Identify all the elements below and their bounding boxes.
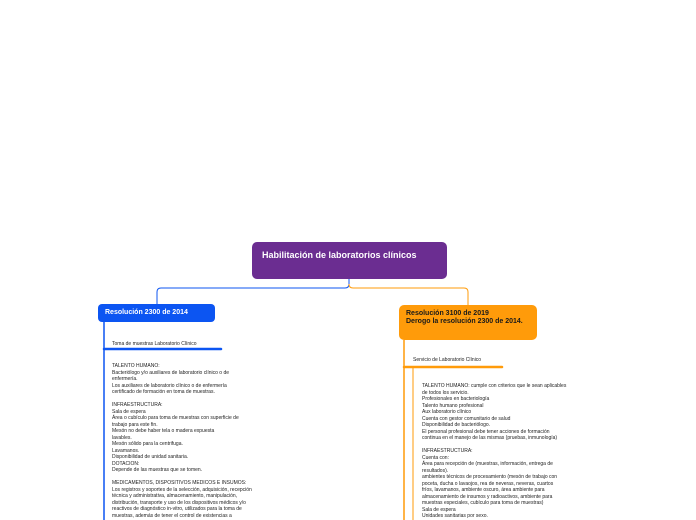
connector-left bbox=[157, 279, 349, 304]
left-notes: TALENTO HUMANO: Bacteriólogo y/o auxiliares de laboratorio clínico o de enfermería. Los auxiliares de laboratorio clínico o de enfermería certificado de formación en toma de muestras. INFRAESTRUCTURA: Sala de espera Área o cubículo para toma de muestras con superficie de trabajo para este fin. Mesón no debe haber tela o madera expuesta lavables. Mesón sólido para la centrifuga. Lavamanos. Disponibilidad de unidad sanitaria. DOTACION: Depende de las muestras que se tomen. MEDICAMENTOS, DISPOSITIVOS MEDICOS E INSUMOS: Los registros y soportes de la selección, adquisición, recepción técnica y administrativa, almacenamiento, manipulación, distribución, transporte y uso de los dispositivos médicos y/o reactivos de diagnóstico in-vitro, utilizados para la toma de muestras, además de tener el control de existencias a bbox=[112, 363, 252, 519]
root-title: Habilitación de laboratorios clínicos bbox=[262, 250, 417, 260]
right-branch-node[interactable] bbox=[399, 305, 537, 340]
connector-right bbox=[349, 284, 468, 305]
left-subtopic[interactable]: Toma de muestras Laboratorio Clínico bbox=[112, 341, 197, 347]
left-branch-title: Resolución 2300 de 2014 bbox=[105, 309, 188, 316]
right-branch-title: Resolución 3100 de 2019 Derogo la resolución 2300 de 2014. bbox=[406, 310, 523, 325]
right-subtopic[interactable]: Servicio de Laboratorio Clínico bbox=[413, 357, 482, 363]
left-branch-node[interactable] bbox=[98, 304, 215, 322]
root-node[interactable] bbox=[252, 242, 447, 279]
right-notes: TALENTO HUMANO: cumple con criterios que le sean aplicables de todos los servicio. Profesionales en bacteriología Talento humano profesional Aux laboratorio clínico Cuenta con gestor comunitario de salud Disponibilidad de bacteriólogo. El personal profesional debe tener acciones de formación continua en el manejo de las mismas (pruebas, inmunología) INFRAESTRUCTURA: Cuenta con: Área para recepción de (muestras, información, entrega de resultados). ambientes técnicos de procesamiento (mesón de trabajo con poceta, ducha o lavaojos, rea de neveras, neveras, cuartos fríos, lavamanos, ambiente oscuro, área ambiente para almacenamiento de insumos y radioactivos, ambiente para muestras especiales, cubículo para toma de muestras) Sala de espera Unidades sanitarias por sexo. bbox=[422, 383, 567, 519]
